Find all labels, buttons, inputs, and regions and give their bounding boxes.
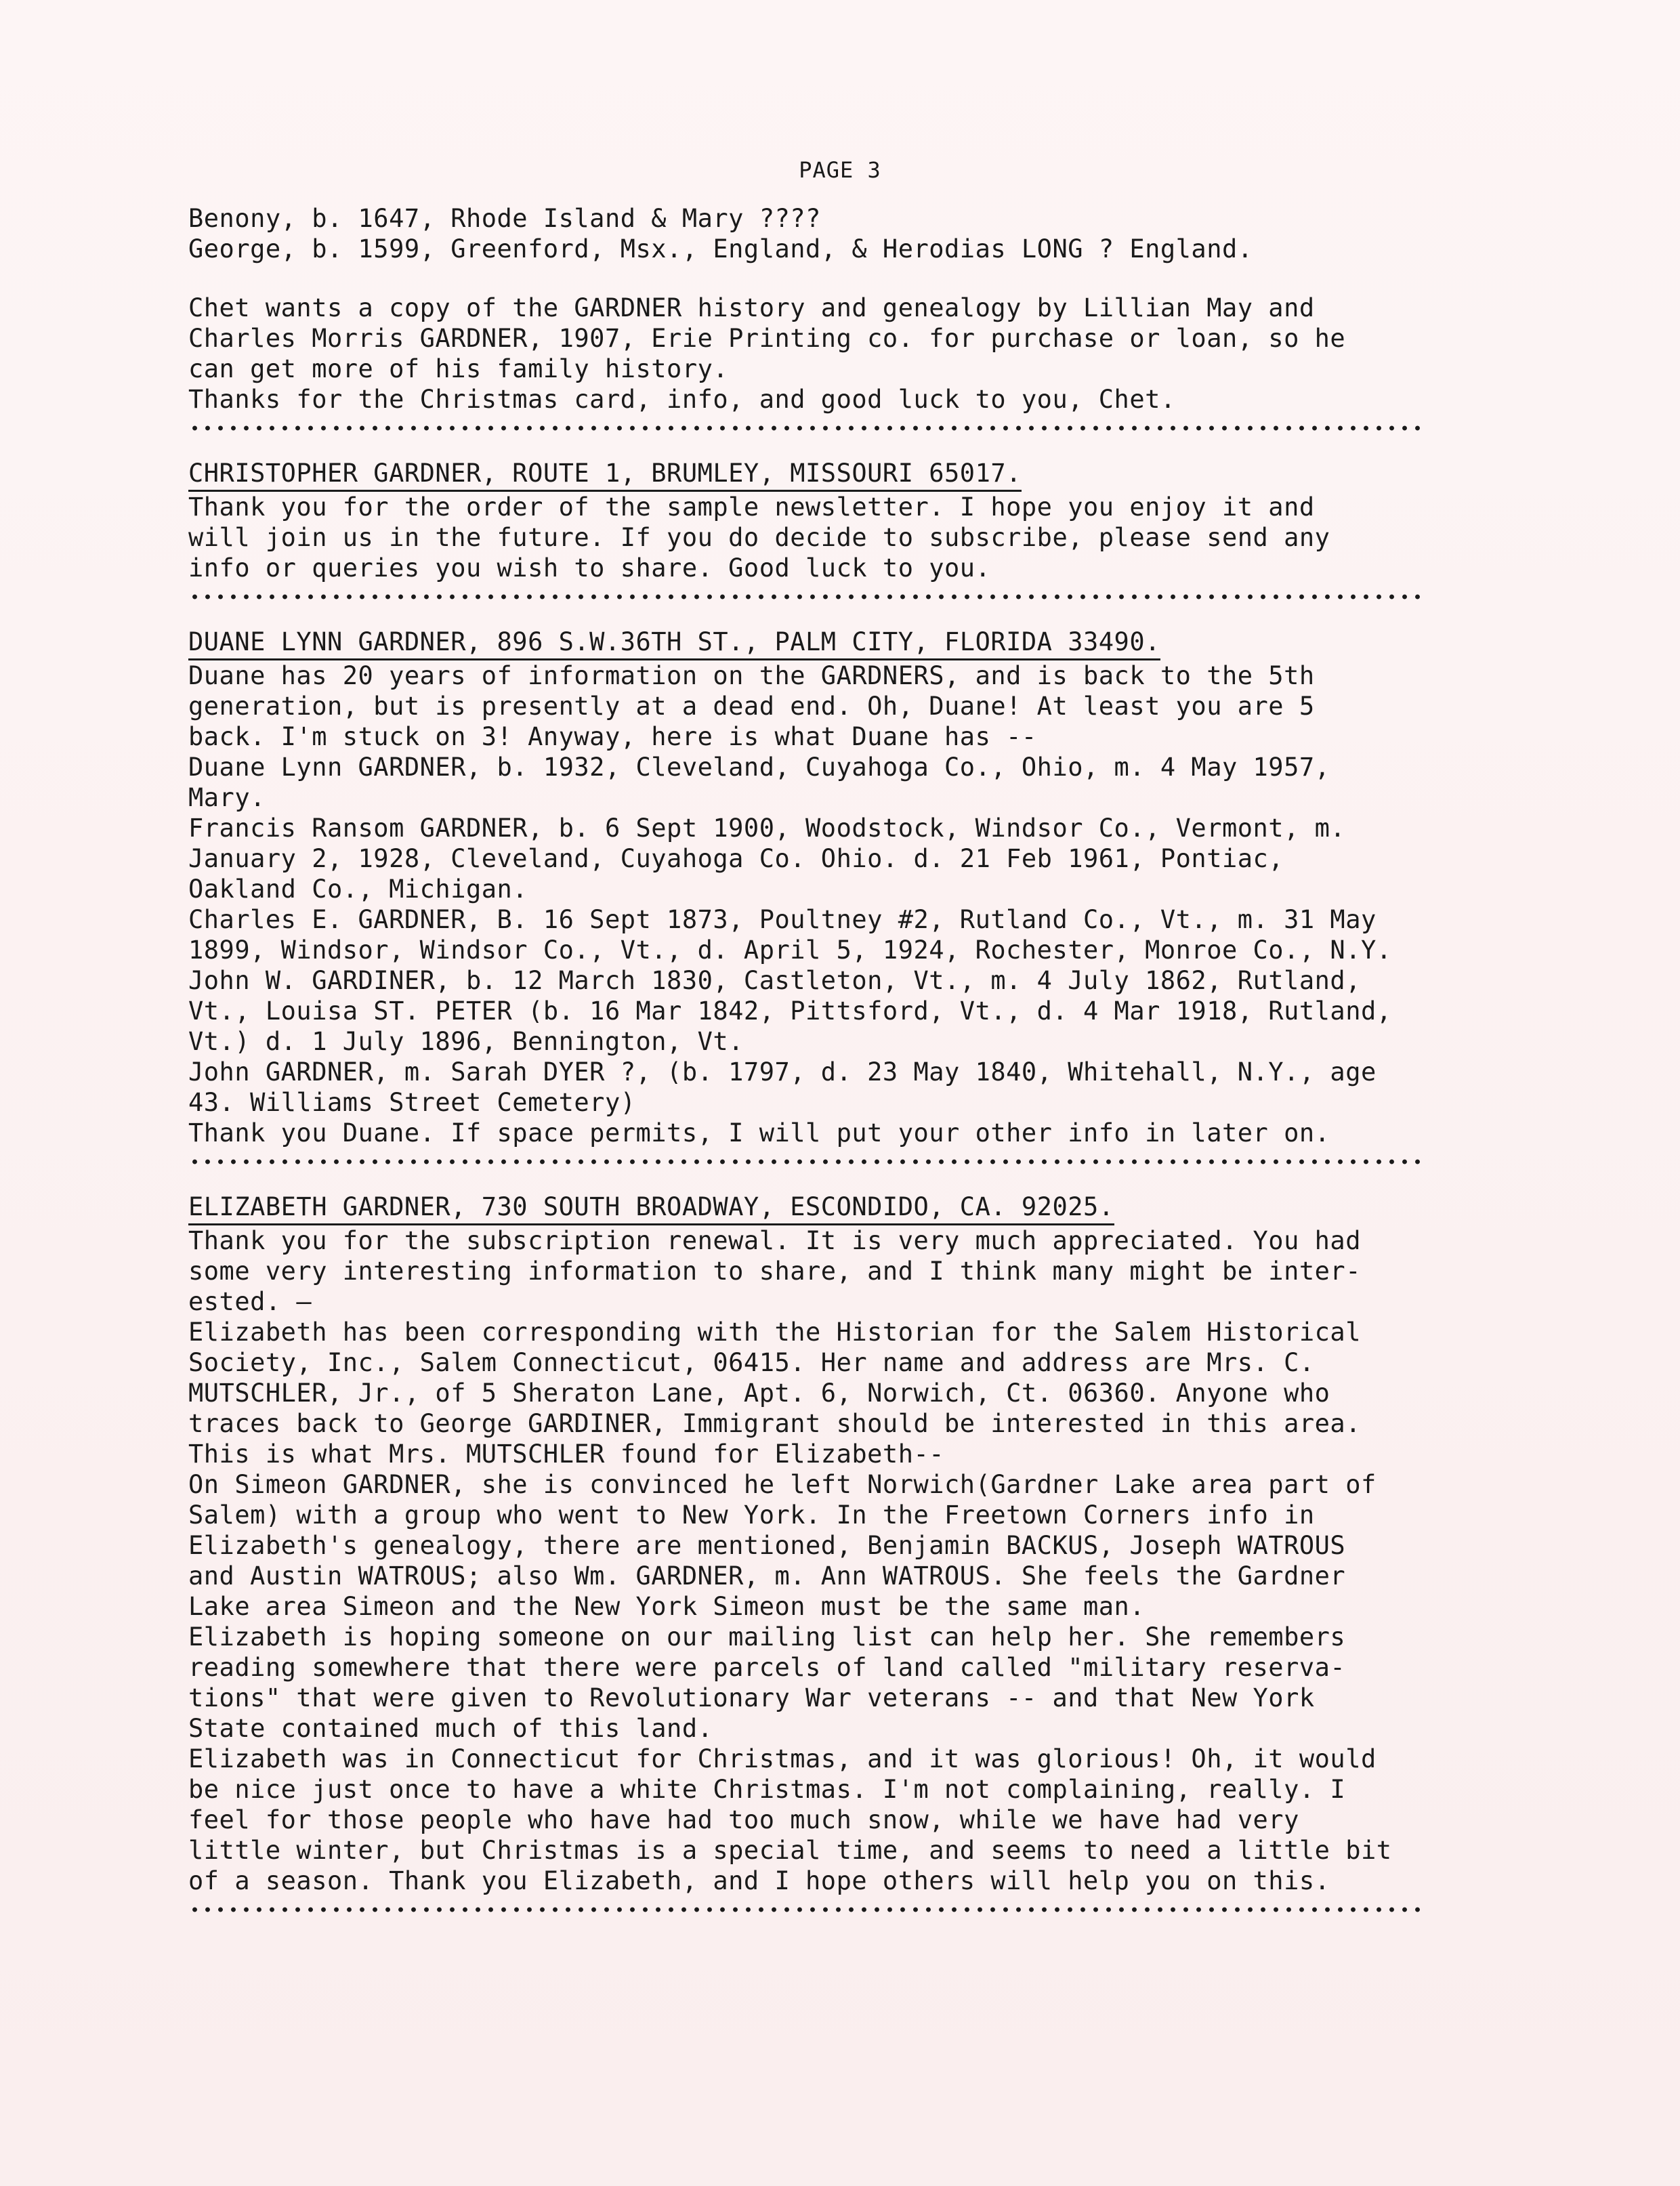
text-line: Lake area Simeon and the New York Simeon must be the same man. bbox=[188, 1592, 1146, 1621]
text-line: feel for those people who have had too much snow, while we have had very bbox=[188, 1805, 1299, 1834]
text-line: traces back to George GARDINER, Immigrant should be interested in this area. bbox=[188, 1409, 1361, 1438]
text-line: will join us in the future. If you do decide to subscribe, please send any bbox=[188, 523, 1330, 552]
text-line: Charles Morris GARDNER, 1907, Erie Printing co. for purchase or loan, so he bbox=[188, 324, 1346, 353]
text-line: January 2, 1928, Cleveland, Cuyahoga Co. Ohio. d. 21 Feb 1961, Pontiac, bbox=[188, 844, 1284, 873]
text-line: Vt., Louisa ST. PETER (b. 16 Mar 1842, Pittsford, Vt., d. 4 Mar 1918, Rutland, bbox=[188, 996, 1392, 1026]
text-line: Salem) with a group who went to New York. In the Freetown Corners info in bbox=[188, 1500, 1315, 1530]
text-line: This is what Mrs. MUTSCHLER found for Elizabeth-- bbox=[188, 1439, 945, 1469]
text-line: generation, but is presently at a dead end. Oh, Duane! At least you are 5 bbox=[188, 692, 1315, 721]
entry-heading: CHRISTOPHER GARDNER, ROUTE 1, BRUMLEY, MISSOURI 65017. bbox=[188, 458, 1022, 492]
text-line: MUTSCHLER, Jr., of 5 Sheraton Lane, Apt. 6, Norwich, Ct. 06360. Anyone who bbox=[188, 1379, 1330, 1408]
text-line: Thank you for the order of the sample newsletter. I hope you enjoy it and bbox=[188, 492, 1315, 522]
text-line: Duane Lynn GARDNER, b. 1932, Cleveland, Cuyahoga Co., Ohio, m. 4 May 1957, bbox=[188, 753, 1330, 782]
text-line: John W. GARDINER, b. 12 March 1830, Castleton, Vt., m. 4 July 1862, Rutland, bbox=[188, 966, 1361, 995]
dotted-divider bbox=[188, 587, 1428, 606]
text-line: Mary. bbox=[188, 783, 266, 812]
duane-section bbox=[188, 627, 1475, 1171]
text-line: and Austin WATROUS; also Wm. GARDNER, m. Ann WATROUS. She feels the Gardner bbox=[188, 1561, 1346, 1591]
entry-heading: DUANE LYNN GARDNER, 896 S.W.36TH ST., PALM CITY, FLORIDA 33490. bbox=[188, 627, 1160, 660]
text-line: Francis Ransom GARDNER, b. 6 Sept 1900, Woodstock, Windsor Co., Vermont, m. bbox=[188, 814, 1346, 843]
text-line: Society, Inc., Salem Connecticut, 06415. Her name and address are Mrs. C. bbox=[188, 1348, 1315, 1377]
text-line: Oakland Co., Michigan. bbox=[188, 875, 528, 904]
text-line: Elizabeth's genealogy, there are mentioned, Benjamin BACKUS, Joseph WATROUS bbox=[188, 1531, 1346, 1560]
dotted-divider bbox=[188, 1900, 1428, 1919]
intro-section bbox=[188, 203, 1475, 438]
text-line: 1899, Windsor, Windsor Co., Vt., d. April 5, 1924, Rochester, Monroe Co., N.Y. bbox=[188, 936, 1392, 965]
text-line: Chet wants a copy of the GARDNER history and genealogy by Lillian May and bbox=[188, 293, 1315, 322]
text-line: State contained much of this land. bbox=[188, 1714, 713, 1743]
text-line: Thank you for the subscription renewal. It is very much appreciated. You had bbox=[188, 1226, 1361, 1255]
text-line: Elizabeth is hoping someone on our mailing list can help her. She remembers bbox=[188, 1622, 1346, 1652]
text-line: reading somewhere that there were parcels of land called "military reserva- bbox=[188, 1653, 1346, 1682]
text-line: On Simeon GARDNER, she is convinced he left Norwich(Gardner Lake area part of bbox=[188, 1470, 1377, 1499]
text-line: Charles E. GARDNER, B. 16 Sept 1873, Poultney #2, Rutland Co., Vt., m. 31 May bbox=[188, 905, 1377, 934]
christopher-section bbox=[188, 458, 1475, 606]
text-line: Duane has 20 years of information on the GARDNERS, and is back to the 5th bbox=[188, 661, 1315, 690]
text-line: of a season. Thank you Elizabeth, and I hope others will help you on this. bbox=[188, 1866, 1330, 1895]
text-line: some very interesting information to share, and I think many might be inter- bbox=[188, 1257, 1361, 1286]
text-line: back. I'm stuck on 3! Anyway, here is what Duane has -- bbox=[188, 722, 1037, 751]
text-line: tions" that were given to Revolutionary War veterans -- and that New York bbox=[188, 1683, 1315, 1712]
page-number: PAGE 3 bbox=[799, 157, 881, 183]
text-line: 43. Williams Street Cemetery) bbox=[188, 1088, 636, 1117]
text-line: Benony, b. 1647, Rhode Island & Mary ???? bbox=[188, 204, 821, 233]
text-line: can get more of his family history. bbox=[188, 354, 729, 383]
text-line: Thank you Duane. If space permits, I will put your other info in later on. bbox=[188, 1118, 1330, 1148]
text-line: Elizabeth was in Connecticut for Christmas, and it was glorious! Oh, it would bbox=[188, 1744, 1377, 1773]
text-line: Elizabeth has been corresponding with the Historian for the Salem Historical bbox=[188, 1318, 1361, 1347]
text-line: John GARDNER, m. Sarah DYER ?, (b. 1797, d. 23 May 1840, Whitehall, N.Y., age bbox=[188, 1057, 1377, 1087]
text-line: Vt.) d. 1 July 1896, Bennington, Vt. bbox=[188, 1027, 744, 1056]
text-line: ested. — bbox=[188, 1287, 312, 1316]
text-line: George, b. 1599, Greenford, Msx., England, & Herodias LONG ? England. bbox=[188, 234, 1253, 264]
text-line: be nice just once to have a white Christmas. I'm not complaining, really. I bbox=[188, 1775, 1346, 1804]
dotted-divider bbox=[188, 1152, 1428, 1171]
text-line: little winter, but Christmas is a special time, and seems to need a little bit bbox=[188, 1836, 1392, 1865]
page-content bbox=[188, 203, 1475, 1926]
text-line: info or queries you wish to share. Good luck to you. bbox=[188, 553, 991, 583]
dotted-divider bbox=[188, 419, 1428, 438]
entry-heading: ELIZABETH GARDNER, 730 SOUTH BROADWAY, ESCONDIDO, CA. 92025. bbox=[188, 1192, 1114, 1225]
elizabeth-section bbox=[188, 1192, 1475, 1919]
text-line: Thanks for the Christmas card, info, and good luck to you, Chet. bbox=[188, 385, 1176, 414]
